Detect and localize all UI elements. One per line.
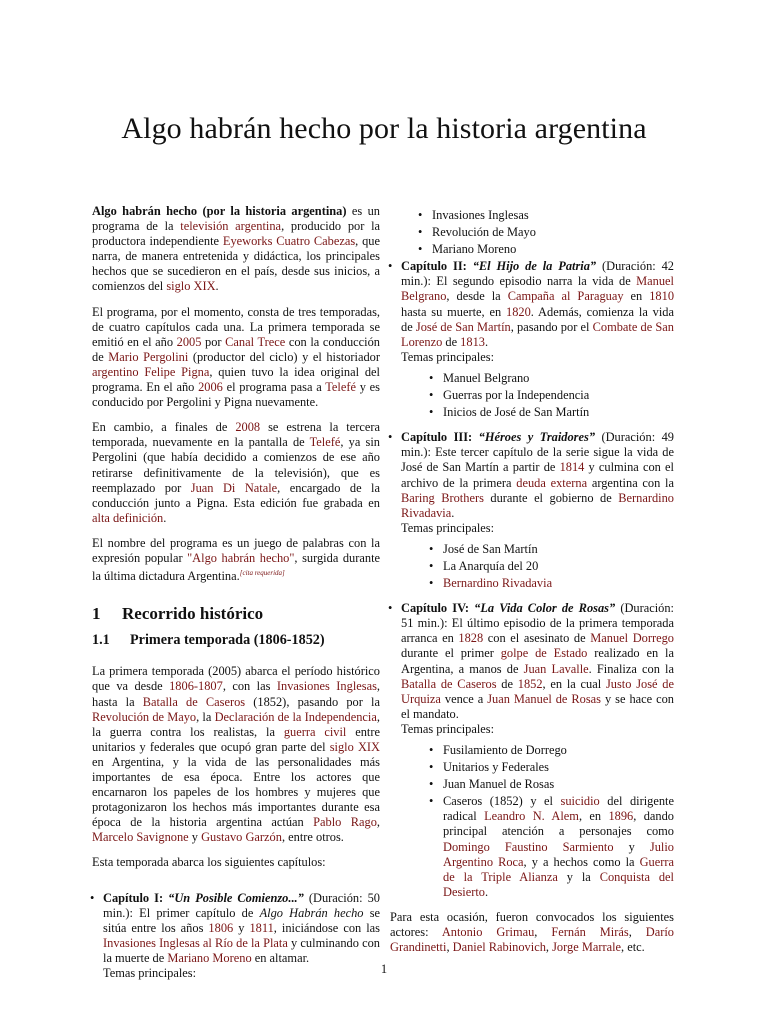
- link-alta-definicion[interactable]: alta definición: [92, 510, 164, 525]
- intro-paragraph-1: Algo habrán hecho (por la historia argentina) es un programa de la televisión argentina, producido por la productora independiente Eyeworks Cuatro Cabezas, que narra, de manera entretenida y didáctica, los principales hechos que se sucedieron en el país, desde sus inicios, a comienzos del siglo XIX.: [92, 204, 381, 294]
- link-domingo-faustino-sarmiento[interactable]: Domingo Faustino Sarmiento: [443, 839, 614, 854]
- bullet-icon: •: [388, 601, 393, 616]
- right-column: [390, 202, 674, 965]
- link-siglo-xix[interactable]: siglo XIX: [166, 279, 216, 294]
- actors-paragraph: Para esta ocasión, fueron convocados los siguientes actores: Antonio Grimau, Fernán Mirás, Darío Grandinetti, Daniel Rabinovich, Jorge Marrale, etc.: [390, 909, 674, 955]
- link-eyeworks[interactable]: Eyeworks Cuatro Cabezas: [222, 234, 356, 249]
- page-title: Algo habrán hecho por la historia argentina: [121, 112, 647, 145]
- article-name: Algo habrán hecho (por la historia argentina): [92, 204, 347, 218]
- list-item: • Caseros (1852) y el suicidio del dirigente radical Leandro N. Alem, en 1896, dando principal atención a personajes como Domingo Faustino Sarmiento y Julio Argentino Roca, y a hechos como la Guerra de la Triple Alianza y la Conquista del Desierto.: [429, 794, 675, 899]
- list-item: • Inicios de José de San Martín: [429, 405, 590, 420]
- list-item: • Invasiones Inglesas: [418, 208, 529, 222]
- link-conquista-del-desierto[interactable]: Conquista del Desierto: [443, 869, 675, 899]
- list-item: • Guerras por la Independencia: [429, 388, 590, 403]
- intro-paragraph-4: El nombre del programa es un juego de palabras con la expresión popular "Algo habrán hecho", surgida durante la última dictadura Argentina.[cita requerida]: [92, 535, 381, 584]
- link-marcelo-savignone[interactable]: Marcelo Savignone: [92, 830, 189, 845]
- link-1813[interactable]: 1813: [460, 334, 485, 349]
- link-manuel-belgrano[interactable]: Manuel Belgrano: [401, 274, 674, 304]
- link-invasiones-inglesas[interactable]: Invasiones Inglesas: [276, 679, 377, 694]
- link-2008[interactable]: 2008: [235, 420, 261, 435]
- link-1806[interactable]: 1806: [208, 920, 234, 935]
- list-item: • Revolución de Mayo: [418, 225, 536, 240]
- link-mario-pergolini[interactable]: Mario Pergolini: [108, 349, 189, 364]
- link-golpe-de-estado[interactable]: golpe de Estado: [500, 646, 588, 661]
- link-telefe-2[interactable]: Telefé: [309, 435, 341, 450]
- list-item: • Manuel Belgrano: [429, 370, 530, 385]
- list-item: • Unitarios y Federales: [429, 760, 549, 775]
- chapter-2: • Capítulo II: “El Hijo de la Patria” (Duración: 42 min.): El segundo episodio narra la vida de Manuel Belgrano, desde la Campaña al Paraguay en 1810 hasta su muerte, en 1820. Además, comienza la vida de José de San Martín, pasando por el Combate de San Lorenzo de 1813. Temas principales: • Manuel Belgrano • Guerras por la Independencia • Inicios de José de San Martín: [388, 259, 675, 420]
- link-revolucion-de-mayo[interactable]: Revolución de Mayo: [92, 709, 197, 724]
- chapter-3: • Capítulo III: “Héroes y Traidores” (Duración: 49 min.): Este tercer capítulo de la serie sigue la vida de José de San Martín a partir de 1814 y culmina con el archivo de la primera deuda externa argentina con la Baring Brothers durante el gobierno de Bernardino Rivadavia. Temas principales: • José de San Martín • La Anarquía del 20 • Bernardino Rivadavia: [388, 430, 674, 591]
- bullet-icon: •: [388, 259, 393, 274]
- link-1811[interactable]: 1811: [249, 920, 274, 935]
- section-heading-recorrido: 1 Recorrido histórico: [92, 604, 264, 624]
- link-pablo-rago[interactable]: Pablo Rago: [313, 815, 377, 830]
- link-combate-san-lorenzo[interactable]: Combate de San Lorenzo: [401, 319, 674, 349]
- chapter-list-right: [390, 259, 674, 900]
- link-campana-paraguay[interactable]: Campaña al Paraguay: [507, 289, 624, 304]
- subsection-heading-primera-temporada: 1.1 Primera temporada (1806-1852): [92, 632, 325, 649]
- chapter-4-topics: [401, 743, 674, 900]
- chapter-3-topics: [401, 542, 674, 591]
- link-declaracion-independencia[interactable]: Declaración de la Independencia: [214, 709, 377, 724]
- intro-paragraph-3: En cambio, a finales de 2008 se estrena la tercera temporada, nuevamente en la pantalla de Telefé, ya sin Pergolini (que había decidido a comienzos de ese año retirarse definitivamente de la televisión), que es reemplazado por Juan Di Natale, encargado de la conducción junto a Pigna. Esta edición fue grabada en alta definición.: [92, 420, 380, 525]
- link-felipe-pigna[interactable]: Felipe Pigna: [144, 364, 210, 379]
- link-julio-argentino-roca[interactable]: Julio Argentino Roca: [443, 839, 674, 869]
- link-dario-grandinetti[interactable]: Darío Grandinetti: [390, 925, 674, 955]
- link-deuda-externa[interactable]: deuda externa: [516, 475, 588, 490]
- link-mariano-moreno[interactable]: Mariano Moreno: [167, 950, 252, 965]
- intro-paragraph-2: El programa, por el momento, consta de tres temporadas, de cuatro capítulos cada una. La primera temporada se emitió en el año 2005 por Canal Trece con la conducción de Mario Pergolini (productor del ciclo) y el historiador argentino Felipe Pigna, quien tuvo la idea original del programa. En el año 2006 el programa pasa a Telefé y es conducido por Pergolini y Pigna nuevamente.: [92, 304, 380, 410]
- list-item: • Fusilamiento de Dorrego: [429, 743, 567, 757]
- link-1852[interactable]: 1852: [517, 676, 543, 691]
- link-1810[interactable]: 1810: [649, 289, 675, 304]
- link-1820[interactable]: 1820: [506, 304, 531, 319]
- link-1896[interactable]: 1896: [608, 809, 634, 824]
- link-bernardino-rivadavia-topic[interactable]: Bernardino Rivadavia: [443, 576, 553, 591]
- list-item: • Juan Manuel de Rosas: [429, 777, 555, 792]
- link-1828[interactable]: 1828: [458, 631, 484, 646]
- citation-needed[interactable]: [cita requerida]: [239, 569, 285, 578]
- link-jorge-marrale[interactable]: Jorge Marrale: [552, 940, 622, 955]
- bullet-icon: •: [90, 890, 95, 905]
- link-justo-jose-de-urquiza[interactable]: Justo José de Urquiza: [401, 676, 674, 706]
- link-fernan-miras[interactable]: Fernán Mirás: [551, 925, 629, 940]
- list-item: • José de San Martín: [429, 541, 538, 556]
- link-canal-trece[interactable]: Canal Trece: [225, 334, 286, 349]
- chapter-1: • Capítulo I: “Un Posible Comienzo...” (Duración: 50 min.): El primer capítulo de Algo Habrán hecho se sitúa entre los años 1806 y 1811, iniciándose con las Invasiones Inglesas al Río de la Plata y culminando con la muerte de Mariano Moreno en altamar. Temas principales:: [90, 890, 381, 981]
- link-telefe[interactable]: Telefé: [325, 380, 357, 395]
- link-gustavo-garzon[interactable]: Gustavo Garzón: [201, 830, 282, 845]
- link-daniel-rabinovich[interactable]: Daniel Rabinovich: [452, 940, 546, 955]
- link-juan-di-natale[interactable]: Juan Di Natale: [190, 480, 278, 495]
- season1-paragraph: La primera temporada (2005) abarca el período histórico que va desde 1806-1807, con las Invasiones Inglesas, hasta la Batalla de Caseros (1852), pasando por la Revolución de Mayo, la Declaración de la Independencia, la guerra contra los realistas, la guerra civil entre unitarios y federales que ocupó gran parte del siglo XIX en Argentina, y la vida de las personalidades más importantes de esa época. Entre los actores que encarnaron los papeles de los hombres y mujeres que protagonizaron los hechos más importantes durante esa época de la historia argentina actúan Pablo Rago, Marcelo Savignone y Gustavo Garzón, entre otros.: [92, 664, 381, 845]
- link-juan-manuel-de-rosas[interactable]: Juan Manuel de Rosas: [487, 691, 602, 706]
- list-item: • Mariano Moreno: [418, 242, 517, 257]
- link-batalla-de-caseros[interactable]: Batalla de Caseros: [142, 694, 246, 709]
- list-item: • Bernardino Rivadavia: [429, 576, 553, 591]
- bullet-icon: •: [388, 430, 393, 445]
- link-bernardino-rivadavia[interactable]: Bernardino Rivadavia: [401, 490, 674, 520]
- link-2006[interactable]: 2006: [198, 380, 223, 395]
- link-antonio-grimau[interactable]: Antonio Grimau: [441, 925, 535, 940]
- chapter-2-topics: [401, 371, 674, 420]
- link-algo-habran-hecho[interactable]: "Algo habrán hecho": [187, 550, 295, 565]
- list-item: • La Anarquía del 20: [429, 558, 539, 573]
- season1-chapters-intro: Esta temporada abarca los siguientes capítulos:: [92, 855, 326, 870]
- link-1814[interactable]: 1814: [559, 460, 585, 475]
- link-juan-lavalle[interactable]: Juan Lavalle: [523, 661, 589, 676]
- chapter-1-topics: [390, 208, 674, 257]
- link-guerra-civil[interactable]: guerra civil: [283, 724, 347, 739]
- link-guerra-triple-alianza[interactable]: Guerra de la Triple Alianza: [443, 854, 674, 884]
- link-baring-brothers[interactable]: Baring Brothers: [401, 490, 484, 505]
- link-argentino[interactable]: argentino: [92, 364, 139, 379]
- left-column: [92, 204, 380, 991]
- page-number: 1: [380, 962, 388, 976]
- link-manuel-dorrego[interactable]: Manuel Dorrego: [590, 631, 674, 646]
- link-1806-1807[interactable]: 1806-1807: [169, 679, 223, 694]
- link-jose-de-san-martin[interactable]: José de San Martín: [415, 319, 511, 334]
- link-leandro-n-alem[interactable]: Leandro N. Alem: [484, 809, 579, 824]
- link-batalla-de-caseros-2[interactable]: Batalla de Caseros: [401, 676, 497, 691]
- chapter-4: • Capítulo IV: “La Vida Color de Rosas” (Duración: 51 min.): El último episodio de la primera temporada arranca en 1828 con el asesinato de Manuel Dorrego durante el primer golpe de Estado realizado en la Argentina, a manos de Juan Lavalle. Finaliza con la Batalla de Caseros de 1852, en la cual Justo José de Urquiza vence a Juan Manuel de Rosas y se hace con el mandato. Temas principales: • Fusilamiento de Dorrego • Unitarios y Federales • Juan Manuel de Rosas • Caseros (1852) y el suicidio del dirigente radical Leandro N. Alem, en 1896, dando principal atención a personajes como Domingo Faustino Sarmiento y Julio Argentino Roca, y a hechos como la Guerra de la Triple Alianza y la Conquista del Desierto.: [388, 601, 675, 899]
- link-suicidio[interactable]: suicidio: [560, 794, 600, 809]
- link-television-argentina[interactable]: televisión argentina: [180, 219, 282, 234]
- link-siglo-xix-2[interactable]: siglo XIX: [329, 739, 381, 754]
- link-2005[interactable]: 2005: [176, 334, 202, 349]
- link-invasiones-inglesas-rio-plata[interactable]: Invasiones Inglesas al Río de la Plata: [103, 935, 288, 950]
